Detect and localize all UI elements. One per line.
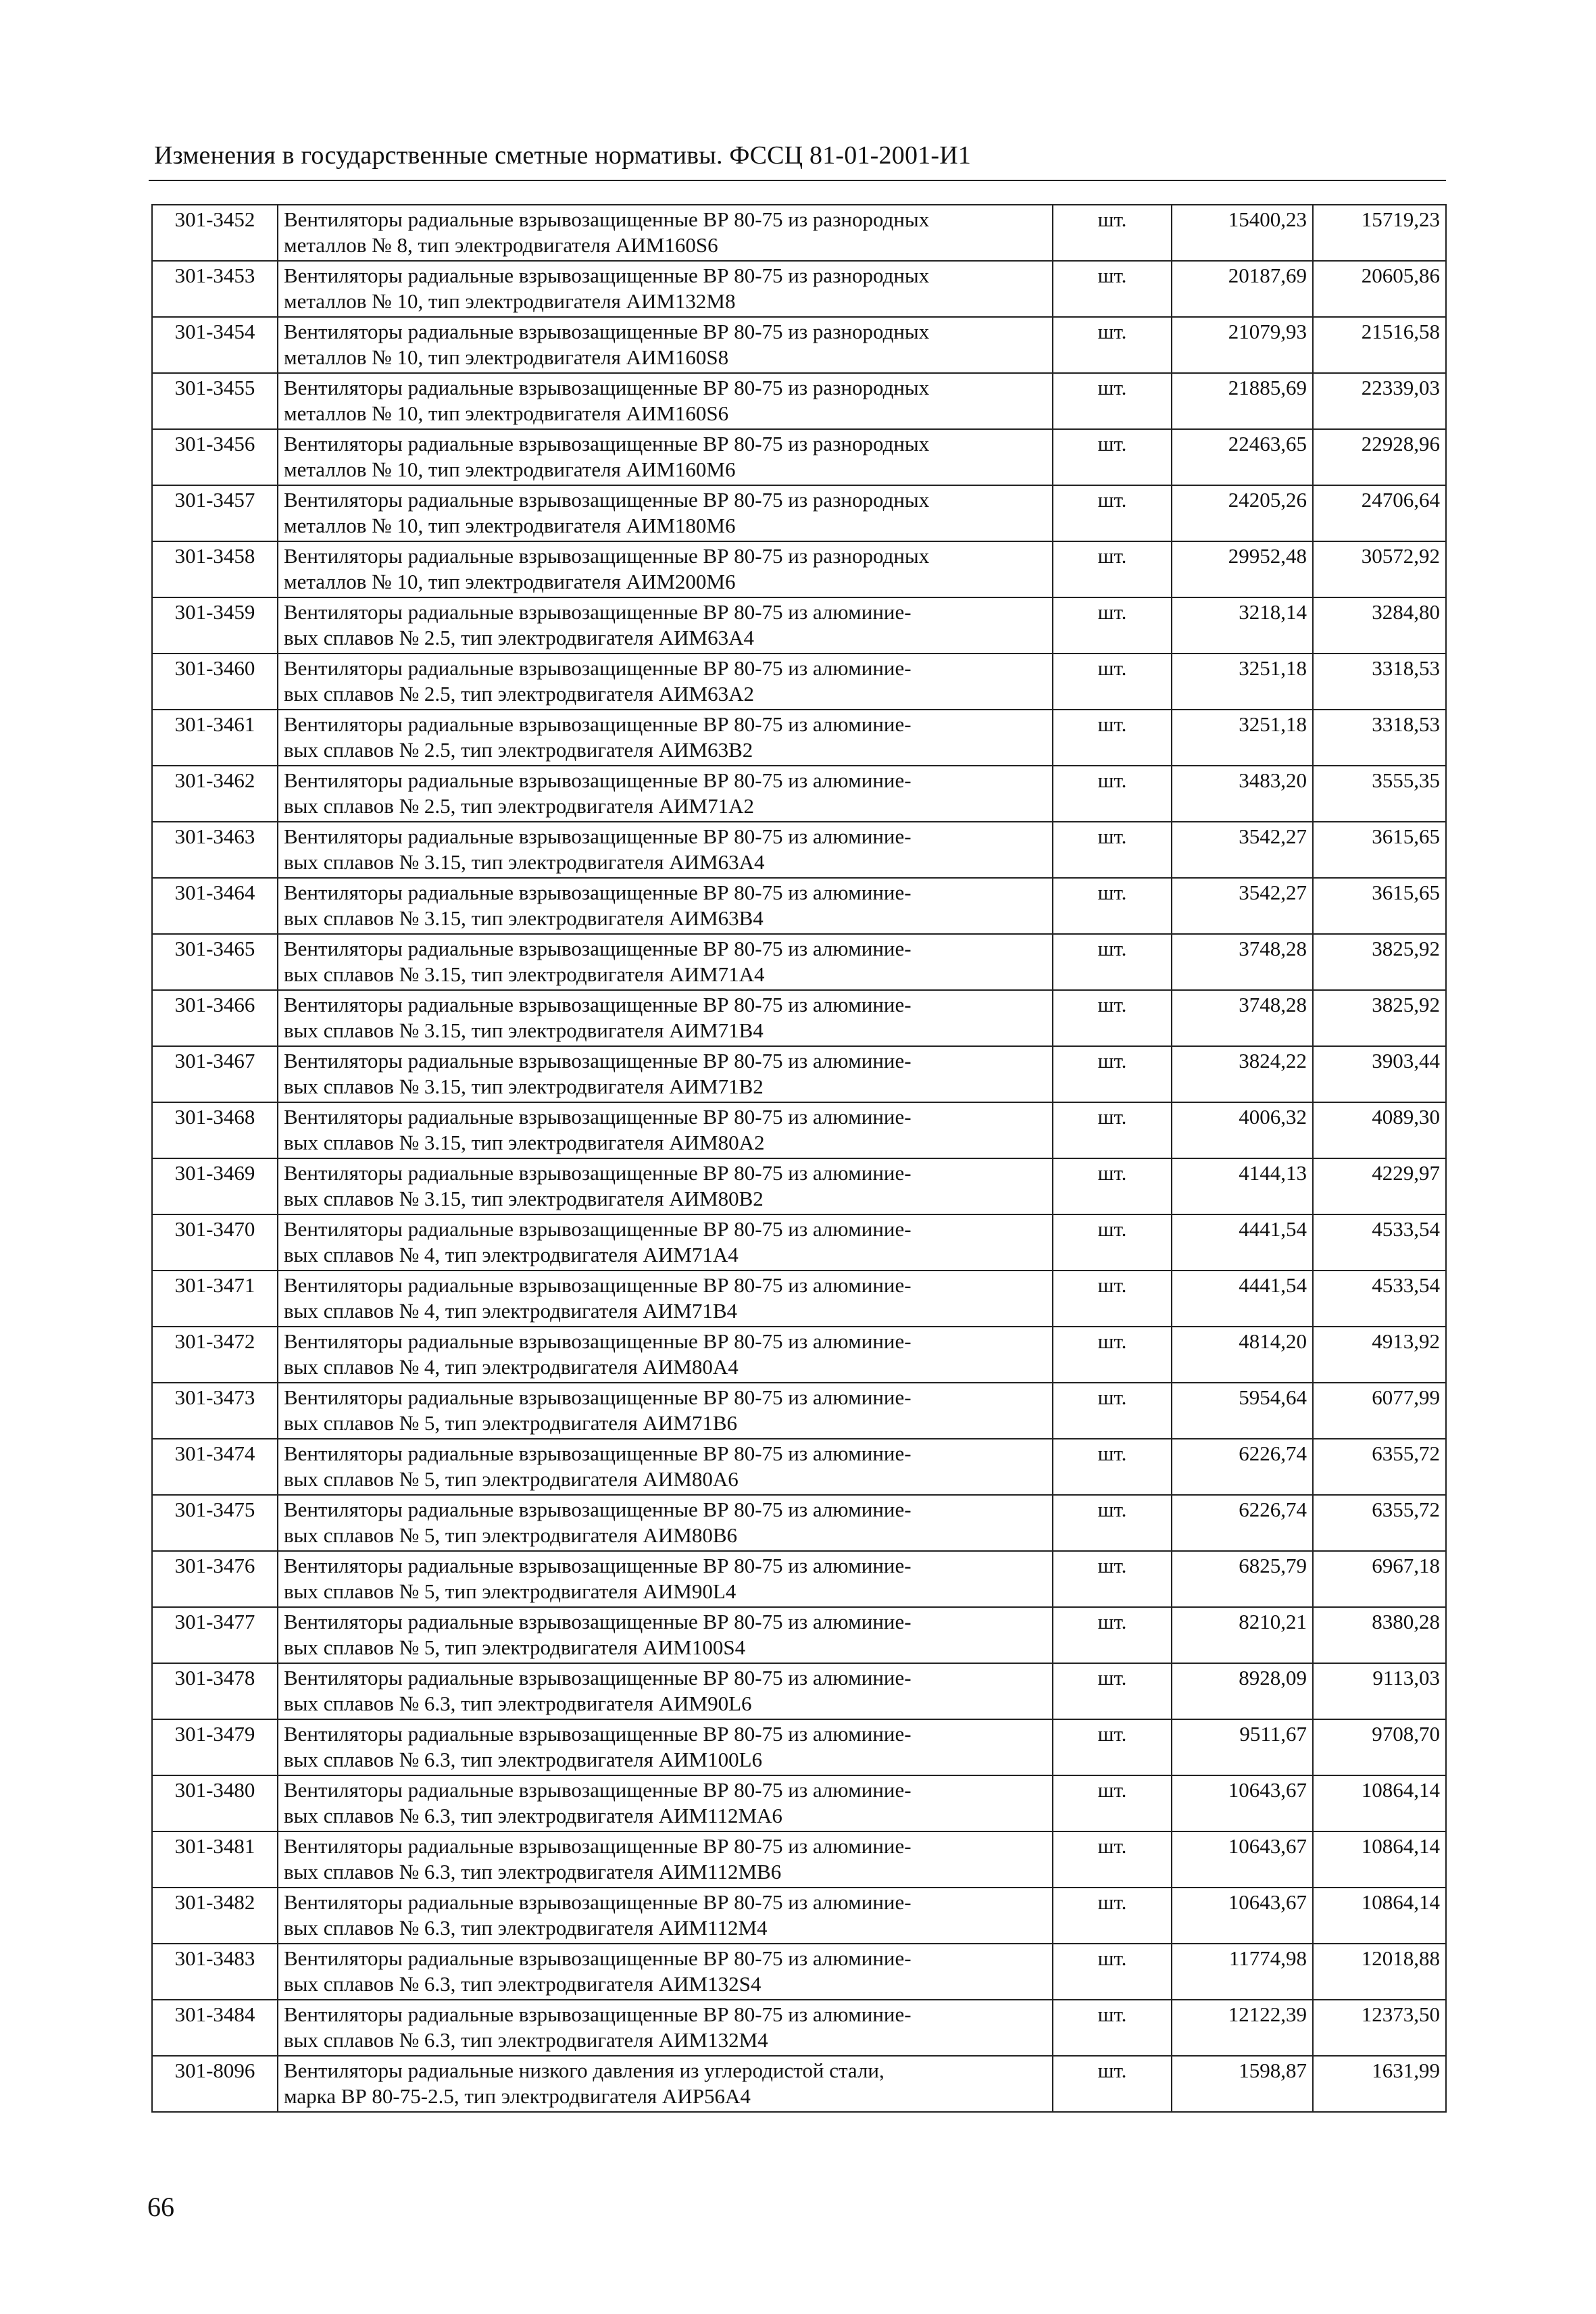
price-cell: 15719,23	[1313, 205, 1446, 261]
item-unit: шт.	[1053, 934, 1172, 990]
item-code: 301-3480	[152, 1775, 278, 1831]
item-code: 301-3483	[152, 1944, 278, 2000]
description-line-2: вых сплавов № 3.15, тип электродвигателя АИМ63А4	[284, 850, 765, 874]
table-row	[152, 1944, 1446, 2000]
table-row	[152, 1607, 1446, 1663]
description-line-2: металлов № 10, тип электродвигателя АИМ180М6	[284, 514, 736, 537]
item-code: 301-3482	[152, 1888, 278, 1944]
item-code: 301-3464	[152, 878, 278, 934]
description-line-1: Вентиляторы радиальные взрывозащищенные ВР 80-75 из алюминие-	[284, 1722, 912, 1746]
item-unit: шт.	[1053, 1046, 1172, 1102]
description-line-1: Вентиляторы радиальные взрывозащищенные ВР 80-75 из алюминие-	[284, 824, 912, 848]
description-line-2: вых сплавов № 4, тип электродвигателя АИМ80А4	[284, 1355, 739, 1379]
item-description	[278, 485, 1053, 541]
price-cell: 6355,72	[1313, 1495, 1446, 1551]
item-unit: шт.	[1053, 2056, 1172, 2112]
table-row	[152, 1888, 1446, 1944]
item-description	[278, 2056, 1053, 2112]
price-cell: 4814,20	[1172, 1327, 1313, 1383]
description-line-2: металлов № 10, тип электродвигателя АИМ160М6	[284, 458, 736, 481]
item-unit: шт.	[1053, 1775, 1172, 1831]
item-description	[278, 541, 1053, 597]
table-row	[152, 1046, 1446, 1102]
price-cell: 3615,65	[1313, 878, 1446, 934]
description-line-2: вых сплавов № 2.5, тип электродвигателя АИМ71А2	[284, 794, 755, 818]
price-table	[151, 204, 1447, 2113]
item-description	[278, 597, 1053, 654]
item-description	[278, 1102, 1053, 1158]
item-description	[278, 429, 1053, 485]
table-row	[152, 1102, 1446, 1158]
item-code: 301-3481	[152, 1831, 278, 1888]
description-line-2: вых сплавов № 3.15, тип электродвигателя АИМ63В4	[284, 906, 764, 930]
table-row	[152, 822, 1446, 878]
table-row	[152, 1775, 1446, 1831]
description-line-1: Вентиляторы радиальные взрывозащищенные ВР 80-75 из алюминие-	[284, 1217, 912, 1241]
price-cell: 8210,21	[1172, 1607, 1313, 1663]
item-unit: шт.	[1053, 1214, 1172, 1271]
item-description	[278, 878, 1053, 934]
table-row	[152, 1831, 1446, 1888]
price-cell: 21079,93	[1172, 317, 1313, 373]
table-row	[152, 654, 1446, 710]
item-unit: шт.	[1053, 1102, 1172, 1158]
item-unit: шт.	[1053, 597, 1172, 654]
item-code: 301-3457	[152, 485, 278, 541]
item-code: 301-3479	[152, 1719, 278, 1775]
price-cell: 24205,26	[1172, 485, 1313, 541]
price-cell: 4913,92	[1313, 1327, 1446, 1383]
item-description	[278, 1663, 1053, 1719]
description-line-1: Вентиляторы радиальные взрывозащищенные ВР 80-75 из алюминие-	[284, 600, 912, 624]
item-code: 301-3465	[152, 934, 278, 990]
price-cell: 3218,14	[1172, 597, 1313, 654]
description-line-2: вых сплавов № 5, тип электродвигателя АИМ71В6	[284, 1411, 738, 1435]
table-row	[152, 934, 1446, 990]
item-code: 301-3471	[152, 1271, 278, 1327]
item-unit: шт.	[1053, 990, 1172, 1046]
price-cell: 5954,64	[1172, 1383, 1313, 1439]
description-line-1: Вентиляторы радиальные взрывозащищенные ВР 80-75 из разнородных	[284, 432, 930, 456]
price-cell: 20605,86	[1313, 261, 1446, 317]
item-unit: шт.	[1053, 429, 1172, 485]
description-line-1: Вентиляторы радиальные взрывозащищенные ВР 80-75 из алюминие-	[284, 1498, 912, 1521]
item-code: 301-8096	[152, 2056, 278, 2112]
table-row	[152, 373, 1446, 429]
description-line-1: Вентиляторы радиальные взрывозащищенные ВР 80-75 из алюминие-	[284, 1610, 912, 1633]
description-line-1: Вентиляторы радиальные взрывозащищенные ВР 80-75 из разнородных	[284, 207, 930, 231]
price-cell: 6077,99	[1313, 1383, 1446, 1439]
item-unit: шт.	[1053, 1327, 1172, 1383]
description-line-2: вых сплавов № 6.3, тип электродвигателя АИМ112М4	[284, 1916, 768, 1940]
price-cell: 3615,65	[1313, 822, 1446, 878]
item-description	[278, 990, 1053, 1046]
description-line-2: вых сплавов № 6.3, тип электродвигателя АИМ132S4	[284, 1972, 762, 1996]
item-description	[278, 1327, 1053, 1383]
price-cell: 24706,64	[1313, 485, 1446, 541]
price-cell: 11774,98	[1172, 1944, 1313, 2000]
table-row	[152, 766, 1446, 822]
description-line-2: металлов № 10, тип электродвигателя АИМ160S8	[284, 345, 729, 369]
price-cell: 21516,58	[1313, 317, 1446, 373]
description-line-2: металлов № 10, тип электродвигателя АИМ200М6	[284, 570, 736, 593]
table-row	[152, 317, 1446, 373]
description-line-1: Вентиляторы радиальные взрывозащищенные ВР 80-75 из алюминие-	[284, 1161, 912, 1185]
price-cell: 3542,27	[1172, 878, 1313, 934]
price-cell: 8928,09	[1172, 1663, 1313, 1719]
item-code: 301-3461	[152, 710, 278, 766]
price-cell: 21885,69	[1172, 373, 1313, 429]
price-cell: 30572,92	[1313, 541, 1446, 597]
item-unit: шт.	[1053, 261, 1172, 317]
item-code: 301-3474	[152, 1439, 278, 1495]
price-cell: 20187,69	[1172, 261, 1313, 317]
description-line-1: Вентиляторы радиальные взрывозащищенные ВР 80-75 из разнородных	[284, 376, 930, 399]
item-description	[278, 1719, 1053, 1775]
price-cell: 4533,54	[1313, 1271, 1446, 1327]
description-line-1: Вентиляторы радиальные взрывозащищенные ВР 80-75 из алюминие-	[284, 1778, 912, 1802]
item-description	[278, 373, 1053, 429]
table-row	[152, 1495, 1446, 1551]
item-code: 301-3452	[152, 205, 278, 261]
table-row	[152, 1158, 1446, 1214]
description-line-1: Вентиляторы радиальные взрывозащищенные ВР 80-75 из алюминие-	[284, 2002, 912, 2026]
price-table-body	[152, 205, 1446, 2112]
price-cell: 1631,99	[1313, 2056, 1446, 2112]
item-description	[278, 654, 1053, 710]
price-cell: 1598,87	[1172, 2056, 1313, 2112]
item-description	[278, 261, 1053, 317]
description-line-2: вых сплавов № 5, тип электродвигателя АИМ80А6	[284, 1467, 739, 1491]
table-row	[152, 261, 1446, 317]
description-line-2: металлов № 10, тип электродвигателя АИМ132М8	[284, 289, 736, 313]
item-code: 301-3462	[152, 766, 278, 822]
price-cell: 10864,14	[1313, 1888, 1446, 1944]
price-cell: 3318,53	[1313, 710, 1446, 766]
description-line-2: вых сплавов № 2.5, тип электродвигателя АИМ63В2	[284, 738, 753, 762]
description-line-1: Вентиляторы радиальные взрывозащищенные ВР 80-75 из алюминие-	[284, 1890, 912, 1914]
description-line-1: Вентиляторы радиальные взрывозащищенные ВР 80-75 из алюминие-	[284, 656, 912, 680]
description-line-2: вых сплавов № 6.3, тип электродвигателя АИМ132М4	[284, 2028, 768, 2052]
price-cell: 15400,23	[1172, 205, 1313, 261]
price-cell: 10643,67	[1172, 1831, 1313, 1888]
description-line-2: вых сплавов № 2.5, тип электродвигателя АИМ63А4	[284, 626, 755, 649]
item-code: 301-3454	[152, 317, 278, 373]
price-cell: 3555,35	[1313, 766, 1446, 822]
price-cell: 6825,79	[1172, 1551, 1313, 1607]
description-line-1: Вентиляторы радиальные взрывозащищенные ВР 80-75 из алюминие-	[284, 1834, 912, 1858]
header-rule	[149, 180, 1446, 181]
item-code: 301-3473	[152, 1383, 278, 1439]
item-description	[278, 317, 1053, 373]
description-line-1: Вентиляторы радиальные взрывозащищенные ВР 80-75 из алюминие-	[284, 1946, 912, 1970]
price-cell: 10643,67	[1172, 1775, 1313, 1831]
item-unit: шт.	[1053, 766, 1172, 822]
description-line-1: Вентиляторы радиальные взрывозащищенные ВР 80-75 из разнородных	[284, 264, 930, 287]
price-cell: 6226,74	[1172, 1495, 1313, 1551]
table-row	[152, 1719, 1446, 1775]
price-cell: 12373,50	[1313, 2000, 1446, 2056]
description-line-2: вых сплавов № 5, тип электродвигателя АИМ80В6	[284, 1523, 738, 1547]
price-cell: 4441,54	[1172, 1214, 1313, 1271]
table-row	[152, 1327, 1446, 1383]
description-line-1: Вентиляторы радиальные взрывозащищенные ВР 80-75 из алюминие-	[284, 1105, 912, 1129]
description-line-1: Вентиляторы радиальные взрывозащищенные ВР 80-75 из алюминие-	[284, 1273, 912, 1297]
item-code: 301-3466	[152, 990, 278, 1046]
description-line-2: металлов № 10, тип электродвигателя АИМ160S6	[284, 401, 729, 425]
item-unit: шт.	[1053, 1158, 1172, 1214]
item-code: 301-3460	[152, 654, 278, 710]
item-unit: шт.	[1053, 1439, 1172, 1495]
price-cell: 3748,28	[1172, 990, 1313, 1046]
item-unit: шт.	[1053, 1719, 1172, 1775]
item-unit: шт.	[1053, 317, 1172, 373]
price-cell: 3825,92	[1313, 934, 1446, 990]
item-code: 301-3467	[152, 1046, 278, 1102]
description-line-1: Вентиляторы радиальные низкого давления из углеродистой стали,	[284, 2059, 884, 2082]
table-row	[152, 2000, 1446, 2056]
price-cell: 9113,03	[1313, 1663, 1446, 1719]
item-unit: шт.	[1053, 2000, 1172, 2056]
description-line-2: вых сплавов № 4, тип электродвигателя АИМ71А4	[284, 1243, 739, 1266]
description-line-2: вых сплавов № 3.15, тип электродвигателя АИМ71В4	[284, 1018, 764, 1042]
table-row	[152, 1551, 1446, 1607]
price-cell: 8380,28	[1313, 1607, 1446, 1663]
table-row	[152, 1214, 1446, 1271]
table-row	[152, 710, 1446, 766]
price-cell: 12122,39	[1172, 2000, 1313, 2056]
price-cell: 6355,72	[1313, 1439, 1446, 1495]
item-description	[278, 1383, 1053, 1439]
price-cell: 3284,80	[1313, 597, 1446, 654]
item-unit: шт.	[1053, 1831, 1172, 1888]
price-cell: 22463,65	[1172, 429, 1313, 485]
description-line-1: Вентиляторы радиальные взрывозащищенные ВР 80-75 из разнородных	[284, 488, 930, 512]
description-line-2: вых сплавов № 6.3, тип электродвигателя АИМ100L6	[284, 1748, 763, 1771]
item-unit: шт.	[1053, 1944, 1172, 2000]
item-unit: шт.	[1053, 1383, 1172, 1439]
price-cell: 4089,30	[1313, 1102, 1446, 1158]
description-line-2: вых сплавов № 3.15, тип электродвигателя АИМ80А2	[284, 1131, 765, 1154]
price-cell: 10643,67	[1172, 1888, 1313, 1944]
description-line-1: Вентиляторы радиальные взрывозащищенные ВР 80-75 из алюминие-	[284, 1329, 912, 1353]
description-line-1: Вентиляторы радиальные взрывозащищенные ВР 80-75 из разнородных	[284, 544, 930, 568]
item-description	[278, 1439, 1053, 1495]
price-cell: 9511,67	[1172, 1719, 1313, 1775]
item-description	[278, 1046, 1053, 1102]
price-cell: 3542,27	[1172, 822, 1313, 878]
item-description	[278, 2000, 1053, 2056]
table-row	[152, 429, 1446, 485]
price-cell: 6967,18	[1313, 1551, 1446, 1607]
price-cell: 29952,48	[1172, 541, 1313, 597]
item-description	[278, 1495, 1053, 1551]
item-code: 301-3458	[152, 541, 278, 597]
table-row	[152, 1383, 1446, 1439]
description-line-2: вых сплавов № 6.3, тип электродвигателя АИМ112МВ6	[284, 1860, 782, 1884]
price-cell: 3748,28	[1172, 934, 1313, 990]
item-description	[278, 1831, 1053, 1888]
item-description	[278, 1944, 1053, 2000]
item-unit: шт.	[1053, 205, 1172, 261]
document-header: Изменения в государственные сметные нормативы. ФССЦ 81-01-2001-И1	[154, 141, 972, 170]
item-unit: шт.	[1053, 1551, 1172, 1607]
item-unit: шт.	[1053, 1663, 1172, 1719]
table-row	[152, 2056, 1446, 2112]
item-description	[278, 822, 1053, 878]
description-line-2: металлов № 8, тип электродвигателя АИМ160S6	[284, 233, 718, 257]
description-line-1: Вентиляторы радиальные взрывозащищенные ВР 80-75 из алюминие-	[284, 1554, 912, 1577]
item-code: 301-3459	[152, 597, 278, 654]
price-cell: 3483,20	[1172, 766, 1313, 822]
item-unit: шт.	[1053, 822, 1172, 878]
price-cell: 22928,96	[1313, 429, 1446, 485]
item-unit: шт.	[1053, 485, 1172, 541]
table-row	[152, 485, 1446, 541]
description-line-1: Вентиляторы радиальные взрывозащищенные ВР 80-75 из алюминие-	[284, 937, 912, 960]
item-description	[278, 1775, 1053, 1831]
description-line-1: Вентиляторы радиальные взрывозащищенные ВР 80-75 из алюминие-	[284, 768, 912, 792]
item-unit: шт.	[1053, 654, 1172, 710]
item-code: 301-3475	[152, 1495, 278, 1551]
price-cell: 3318,53	[1313, 654, 1446, 710]
price-cell: 4006,32	[1172, 1102, 1313, 1158]
description-line-2: вых сплавов № 6.3, тип электродвигателя АИМ112МА6	[284, 1804, 782, 1827]
item-unit: шт.	[1053, 1607, 1172, 1663]
item-unit: шт.	[1053, 710, 1172, 766]
item-unit: шт.	[1053, 1271, 1172, 1327]
item-description	[278, 1214, 1053, 1271]
price-cell: 4229,97	[1313, 1158, 1446, 1214]
description-line-2: вых сплавов № 3.15, тип электродвигателя АИМ71В2	[284, 1075, 764, 1098]
item-description	[278, 934, 1053, 990]
item-description	[278, 1271, 1053, 1327]
item-unit: шт.	[1053, 541, 1172, 597]
item-description	[278, 205, 1053, 261]
description-line-2: вых сплавов № 5, тип электродвигателя АИМ100S4	[284, 1635, 746, 1659]
item-code: 301-3463	[152, 822, 278, 878]
description-line-1: Вентиляторы радиальные взрывозащищенные ВР 80-75 из алюминие-	[284, 1385, 912, 1409]
item-code: 301-3468	[152, 1102, 278, 1158]
item-code: 301-3470	[152, 1214, 278, 1271]
item-code: 301-3476	[152, 1551, 278, 1607]
table-row	[152, 878, 1446, 934]
price-cell: 10864,14	[1313, 1831, 1446, 1888]
table-row	[152, 990, 1446, 1046]
price-cell: 3251,18	[1172, 710, 1313, 766]
price-cell: 4441,54	[1172, 1271, 1313, 1327]
item-code: 301-3484	[152, 2000, 278, 2056]
price-cell: 3251,18	[1172, 654, 1313, 710]
item-unit: шт.	[1053, 373, 1172, 429]
item-description	[278, 766, 1053, 822]
description-line-1: Вентиляторы радиальные взрывозащищенные ВР 80-75 из алюминие-	[284, 881, 912, 904]
item-description	[278, 710, 1053, 766]
item-unit: шт.	[1053, 878, 1172, 934]
price-cell: 6226,74	[1172, 1439, 1313, 1495]
description-line-2: вых сплавов № 3.15, тип электродвигателя АИМ80В2	[284, 1187, 764, 1210]
item-unit: шт.	[1053, 1888, 1172, 1944]
item-code: 301-3478	[152, 1663, 278, 1719]
description-line-1: Вентиляторы радиальные взрывозащищенные ВР 80-75 из разнородных	[284, 320, 930, 343]
item-description	[278, 1158, 1053, 1214]
item-code: 301-3477	[152, 1607, 278, 1663]
table-row	[152, 205, 1446, 261]
description-line-2: вых сплавов № 4, тип электродвигателя АИМ71В4	[284, 1299, 738, 1323]
price-cell: 4144,13	[1172, 1158, 1313, 1214]
description-line-2: вых сплавов № 3.15, тип электродвигателя АИМ71А4	[284, 962, 765, 986]
description-line-1: Вентиляторы радиальные взрывозащищенные ВР 80-75 из алюминие-	[284, 993, 912, 1016]
description-line-1: Вентиляторы радиальные взрывозащищенные ВР 80-75 из алюминие-	[284, 1666, 912, 1690]
price-cell: 22339,03	[1313, 373, 1446, 429]
item-description	[278, 1607, 1053, 1663]
item-description	[278, 1551, 1053, 1607]
price-cell: 3903,44	[1313, 1046, 1446, 1102]
description-line-1: Вентиляторы радиальные взрывозащищенные ВР 80-75 из алюминие-	[284, 1442, 912, 1465]
table-row	[152, 541, 1446, 597]
price-cell: 10864,14	[1313, 1775, 1446, 1831]
item-code: 301-3456	[152, 429, 278, 485]
price-cell: 3825,92	[1313, 990, 1446, 1046]
description-line-2: вых сплавов № 5, тип электродвигателя АИМ90L4	[284, 1579, 737, 1603]
description-line-2: вых сплавов № 2.5, тип электродвигателя АИМ63А2	[284, 682, 755, 706]
item-code: 301-3453	[152, 261, 278, 317]
item-code: 301-3455	[152, 373, 278, 429]
page-number: 66	[147, 2192, 174, 2222]
item-description	[278, 1888, 1053, 1944]
table-row	[152, 597, 1446, 654]
description-line-1: Вентиляторы радиальные взрывозащищенные ВР 80-75 из алюминие-	[284, 712, 912, 736]
table-row	[152, 1439, 1446, 1495]
item-unit: шт.	[1053, 1495, 1172, 1551]
item-code: 301-3472	[152, 1327, 278, 1383]
item-code: 301-3469	[152, 1158, 278, 1214]
price-cell: 9708,70	[1313, 1719, 1446, 1775]
description-line-1: Вентиляторы радиальные взрывозащищенные ВР 80-75 из алюминие-	[284, 1049, 912, 1073]
price-cell: 12018,88	[1313, 1944, 1446, 2000]
table-row	[152, 1663, 1446, 1719]
table-row	[152, 1271, 1446, 1327]
price-cell: 3824,22	[1172, 1046, 1313, 1102]
description-line-2: марка ВР 80-75-2.5, тип электродвигателя АИР56А4	[284, 2084, 751, 2108]
description-line-2: вых сплавов № 6.3, тип электродвигателя АИМ90L6	[284, 1692, 752, 1715]
price-cell: 4533,54	[1313, 1214, 1446, 1271]
